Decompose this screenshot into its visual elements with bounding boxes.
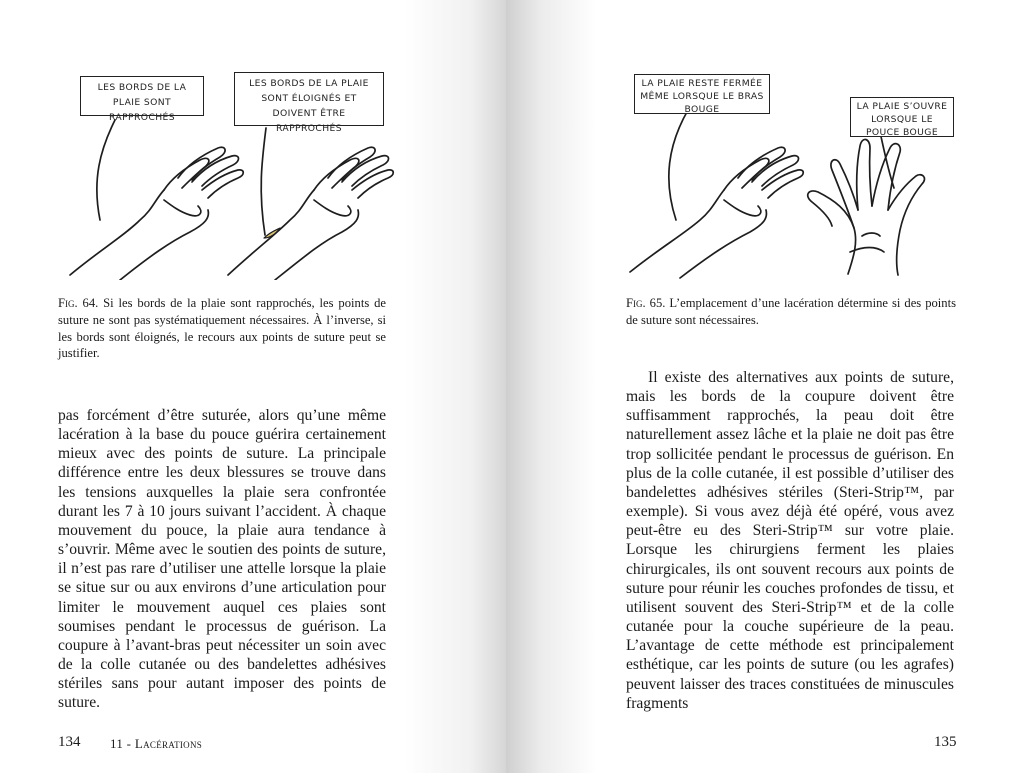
running-head-text: 11 - Lacérations <box>110 736 203 751</box>
callout-edges-close-text: LES BORDS DE LA PLAIE SONT RAPPROCHÉS <box>97 82 187 123</box>
figure-64-label: Fig. 64. <box>58 296 99 310</box>
figure-65-label: Fig. 65. <box>626 296 666 310</box>
right-body-paragraph: Il existe des alternatives aux points de suture, mais les bords de la coupure doivent être suffisamment rapprochés, la peau doit être naturellement assez lâche et la plaie ne doit pas être trop sollicitée pendant le processus de guérison. En plus de la colle cutanée, il est possible d’utiliser des bandelettes adhésives stériles (Steri-Strip™, par exemple). Si vous avez déjà été opéré, vous avez peut-être eu des Steri-Strip™ sur votre plaie. Lorsque les chirurgiens ferment les plaies chirurgicales, ils ont souvent recours aux points de suture pour réunir les couches profondes de tissu, et utilisent souvent des Steri-Strip™ et de la colle cutanée pour la couche supérieure de la peau. L’avantage de cette méthode est principalement esthétique, car les points de suture (ou les agrafes) peuvent laisser des traces constituées de minuscules fragments <box>626 369 954 712</box>
callout-stays-closed-text: LA PLAIE RESTE FERMÉE MÊME LORSQUE LE BRAS BOUGE <box>640 78 764 115</box>
running-head <box>110 736 202 752</box>
callout-edges-close <box>80 76 204 123</box>
left-body-paragraph: pas forcément d’être suturée, alors qu’une même lacération à la base du pouce guérira certainement mieux avec des points de suture. La principale différence entre les deux blessures se trouve dans les tensions auxquelles la plaie sera confrontée durant les 7 à 10 jours suivant l’accident. À chaque mouvement du pouce, la plaie aura tendance à s’ouvrir. Même avec le soutien des points de suture, il n’est pas rare d’utiliser une attelle lorsque la plaie se situe sur ou aux environs d’une articulation pour limiter le mouvement auquel ces plaies sont soumises pendant le processus de guérison. La coupure à l’avant-bras peut nécessiter un soin avec de la colle cutanée ou des bandelettes adhésives stériles sans pour autant imposer des points de suture. <box>58 407 386 712</box>
callout-opens-thumb-text: LA PLAIE S’OUVRE LORSQUE LE POUCE BOUGE <box>856 101 948 138</box>
figure-64-caption <box>58 295 386 362</box>
callout-edges-apart-text: LES BORDS DE LA PLAIE SONT ÉLOIGNÉS ET DOIVENT ÊTRE RAPPROCHÉS <box>249 78 369 134</box>
figure-65-caption <box>626 295 956 329</box>
page-number-left: 134 <box>58 734 81 750</box>
right-page <box>506 0 1011 773</box>
callout-opens-thumb <box>850 97 954 137</box>
callout-stays-closed <box>634 74 770 114</box>
figure-65-caption-text: L’emplacement d’une lacération détermine si des points de suture sont nécessaires. <box>626 296 956 327</box>
right-page-body <box>626 368 954 713</box>
figure-64-caption-text: Si les bords de la plaie sont rapprochés, les points de suture ne sont pas systématiquement nécessaires. À l’inverse, si les bords sont éloignés, le recours aux points de suture peut se justifier. <box>58 296 386 361</box>
page-number-right: 135 <box>934 734 957 750</box>
callout-edges-apart <box>234 72 384 134</box>
left-page-body <box>58 406 386 713</box>
